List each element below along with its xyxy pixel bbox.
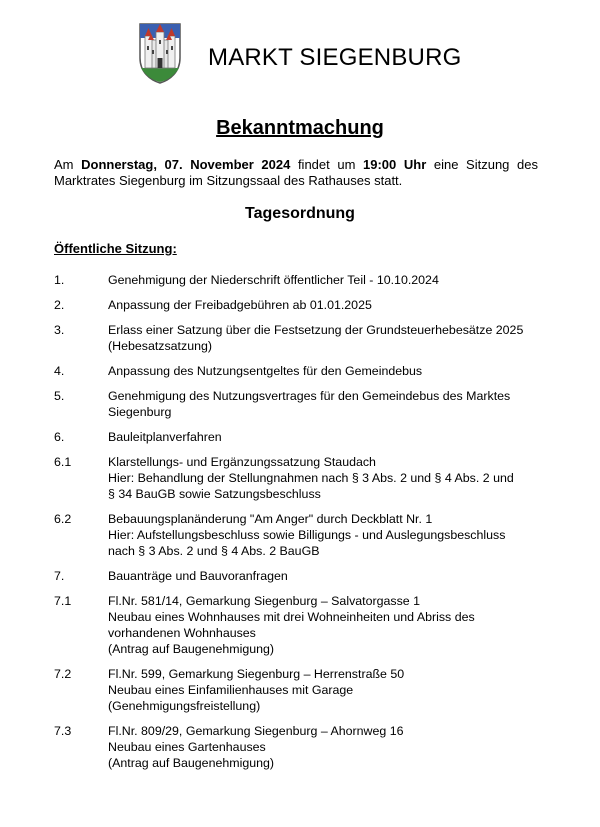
agenda-item (54, 272, 554, 288)
agenda-item-line: Hier: Aufstellungsbeschluss sowie Billigungs - und Auslegungsbeschluss (108, 528, 506, 542)
agenda-item-line: § 34 BauGB sowie Satzungsbeschluss (108, 487, 321, 501)
agenda-title: Tagesordnung (245, 205, 355, 222)
agenda-item (54, 666, 554, 714)
agenda-item-line: (Genehmigungsfreistellung) (108, 699, 261, 713)
agenda-item (54, 454, 554, 502)
agenda-item-line: Genehmigung des Nutzungsvertrages für den Gemeindebus des Marktes (108, 389, 511, 403)
agenda-item-line: (Hebesatzsatzung) (108, 339, 212, 353)
agenda-item-line: Neubau eines Wohnhauses mit drei Wohneinheiten und Abriss des (108, 610, 475, 624)
agenda-item-text (108, 272, 554, 288)
page-title: Bekanntmachung (216, 117, 384, 139)
agenda-item-number: 7.1 (54, 594, 72, 608)
agenda-item-line: Neubau eines Gartenhauses (108, 740, 266, 754)
intro-am: Am (54, 157, 74, 172)
agenda-item-number: 6.2 (54, 512, 72, 526)
agenda-item-line: Bebauungsplanänderung "Am Anger" durch Deckblatt Nr. 1 (108, 512, 433, 526)
agenda-item-number: 6. (54, 430, 65, 444)
agenda-item-text (108, 568, 554, 584)
agenda-item (54, 723, 554, 771)
agenda-item-number: 2. (54, 298, 65, 312)
agenda-item-line: (Antrag auf Baugenehmigung) (108, 642, 275, 656)
agenda-item-line: nach § 3 Abs. 2 und § 4 Abs. 2 BauGB (108, 544, 320, 558)
agenda-item-line: Erlass einer Satzung über die Festsetzung der Grundsteuerhebesätze 2025 (108, 323, 524, 337)
agenda-item-text (108, 297, 554, 313)
meeting-date: Donnerstag, 07. November 2024 (81, 157, 291, 172)
agenda-item-line: Genehmigung der Niederschrift öffentlicher Teil - 10.10.2024 (108, 273, 439, 287)
agenda-item-text (108, 388, 554, 420)
agenda-item (54, 297, 554, 313)
meeting-time: 19:00 Uhr (363, 157, 427, 172)
agenda-item-text (108, 454, 554, 502)
intro-mid: findet um (297, 157, 356, 172)
agenda-item-line: Anpassung des Nutzungsentgeltes für den Gemeindebus (108, 364, 423, 378)
agenda-item-line: Klarstellungs- und Ergänzungssatzung Staudach (108, 455, 376, 469)
agenda-item-text (108, 723, 554, 771)
org-name: MARKT SIEGENBURG (208, 44, 462, 71)
agenda-item-line: Hier: Behandlung der Stellungnahmen nach § 3 Abs. 2 und § 4 Abs. 2 und (108, 471, 514, 485)
agenda-item-line: vorhandenen Wohnhauses (108, 626, 256, 640)
agenda-item (54, 593, 554, 657)
agenda-item-number: 7.2 (54, 667, 72, 681)
agenda-item-text (108, 511, 554, 559)
agenda-item (54, 388, 554, 420)
intro-paragraph (54, 157, 538, 189)
agenda-item-line: Fl.Nr. 581/14, Gemarkung Siegenburg – Salvatorgasse 1 (108, 594, 421, 608)
agenda-item (54, 322, 554, 354)
agenda-item-text (108, 593, 554, 657)
agenda-item-number: 5. (54, 389, 65, 403)
header (138, 22, 182, 84)
agenda-item-number: 1. (54, 273, 65, 287)
agenda-item-line: Neubau eines Einfamilienhauses mit Garage (108, 683, 354, 697)
agenda-item-text (108, 429, 554, 445)
agenda-item-line: Bauanträge und Bauvoranfragen (108, 569, 288, 583)
agenda-item-text (108, 363, 554, 379)
agenda-item-number: 3. (54, 323, 65, 337)
agenda-item-number: 7. (54, 569, 65, 583)
agenda-item-number: 7.3 (54, 724, 72, 738)
intro-rest: eine Sitzung des Marktrates Siegenburg im Sitzungssaal des Rathauses statt. (54, 157, 538, 188)
agenda-item-line: Bauleitplanverfahren (108, 430, 222, 444)
agenda-item (54, 568, 554, 584)
agenda-item-line: Anpassung der Freibadgebühren ab 01.01.2025 (108, 298, 372, 312)
agenda-item (54, 363, 554, 379)
agenda-item (54, 511, 554, 559)
agenda-item-number: 4. (54, 364, 65, 378)
agenda-item-line: Fl.Nr. 599, Gemarkung Siegenburg – Herrenstraße 50 (108, 667, 405, 681)
agenda-item-line: Siegenburg (108, 405, 172, 419)
agenda-item-text (108, 666, 554, 714)
coat-of-arms-icon (138, 22, 182, 84)
agenda-item-number: 6.1 (54, 455, 72, 469)
agenda-list (54, 272, 554, 771)
agenda-item-line: (Antrag auf Baugenehmigung) (108, 756, 275, 770)
agenda-item (54, 429, 554, 445)
section-heading: Öffentliche Sitzung: (54, 241, 177, 256)
agenda-item-line: Fl.Nr. 809/29, Gemarkung Siegenburg – Ahornweg 16 (108, 724, 404, 738)
agenda-item-text (108, 322, 554, 354)
